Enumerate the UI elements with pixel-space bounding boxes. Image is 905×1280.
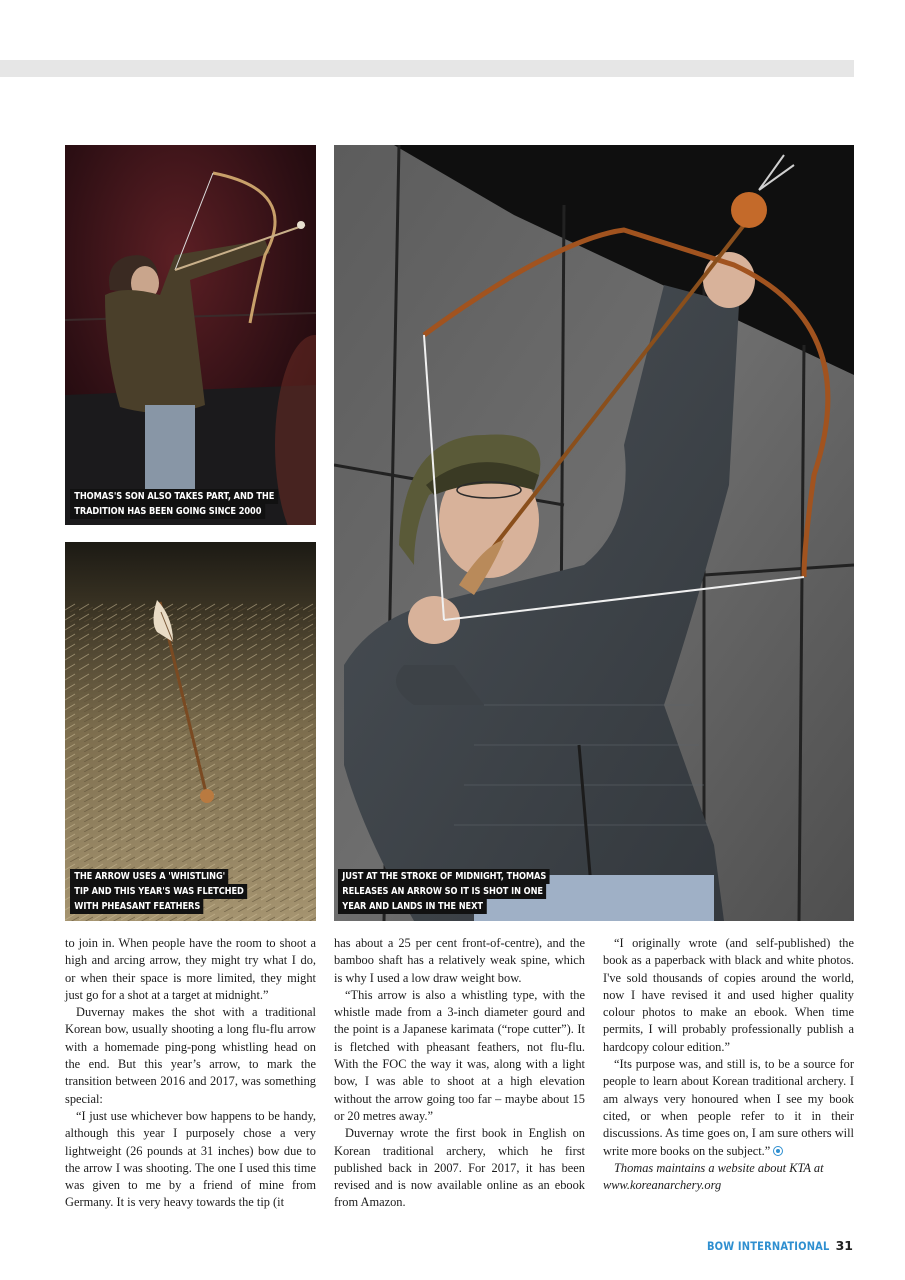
top-grey-bar <box>0 60 854 77</box>
paragraph: “This arrow is also a whistling type, with the whistle made from a 3-inch diameter gourd and the point is a Japanese karimata (“rope cutter”). It is fletched with pheasant feathers, not flu-flu. With the FOC the way it was, along with a light bow, I was able to shoot at a high elevation without the arrow going too far – maybe about 15 or 20 metres away.” <box>334 987 585 1123</box>
paragraph: Duvernay wrote the first book in English on Korean traditional archery, which he first published back in 2007. For 2017, it has been revised and is now available online as an ebook from Amazon. <box>334 1126 585 1210</box>
article-column-2 <box>334 935 585 1212</box>
target-end-icon <box>773 1146 783 1156</box>
page-number: 31 <box>835 1238 853 1253</box>
caption-line: JUST AT THE STROKE OF MIDNIGHT, THOMAS <box>338 869 550 884</box>
photo-caption-son <box>70 489 278 519</box>
paragraph: to join in. When people have the room to shoot a high and arcing arrow, they might try what I do, or when their space is more limited, they might just go for a shot at a target at midnight.” <box>65 936 316 1002</box>
article-column-1 <box>65 935 316 1212</box>
caption-line: WITH PHEASANT FEATHERS <box>70 899 204 914</box>
caption-line: TRADITION HAS BEEN GOING SINCE 2000 <box>70 504 265 519</box>
paragraph: has about a 25 per cent front-of-centre), and the bamboo shaft has a relatively weak spine, which is why I used a low draw weight bow. <box>334 936 585 985</box>
article-column-3 <box>603 935 854 1194</box>
photo-caption-thomas <box>338 869 550 914</box>
page-folio <box>687 1238 853 1253</box>
photo-caption-arrow <box>70 869 247 914</box>
caption-line: YEAR AND LANDS IN THE NEXT <box>338 899 486 914</box>
magazine-name: BOW INTERNATIONAL <box>707 1239 830 1253</box>
photo-son-shooting-bow <box>65 145 316 525</box>
paragraph: “I originally wrote (and self-published) the book as a paperback with black and white photos. I've sold thousands of copies around the world, now I have revised it and used higher quality colour photos to make an ebook. When time permits, I will probably professionally publish a hardcopy colour edition.” <box>603 936 854 1054</box>
caption-line: TIP AND THIS YEAR'S WAS FLETCHED <box>70 884 247 899</box>
paragraph: “I just use whichever bow happens to be handy, although this year I purposely chose a very lightweight (26 pounds at 31 inches) bow due to the arrow I was shooting. The one I used this time was given to me by a friend of mine from Germany. It is very heavy towards the tip (it <box>65 1108 316 1210</box>
signoff: Thomas maintains a website about KTA at www.koreanarchery.org <box>603 1160 824 1193</box>
caption-line: RELEASES AN ARROW SO IT IS SHOT IN ONE <box>338 884 546 899</box>
paragraph: Duvernay makes the shot with a traditional Korean bow, usually shooting a long flu-flu arrow with a homemade ping-pong whistling head on the end. But this year’s arrow, to mark the transition between 2016 and 2017, was something special: <box>65 1005 316 1106</box>
paragraph-text: “Its purpose was, and still is, to be a source for people to learn about Korean traditional archery. I am always very honoured when I see my book cited, or when people refer to it in their discussions. As time goes on, I am sure others will write more books on the subject.” <box>603 1057 854 1158</box>
paragraph-final <box>603 1056 854 1160</box>
photo-thomas-drawing-bow <box>334 145 854 921</box>
caption-line: THOMAS'S SON ALSO TAKES PART, AND THE <box>70 489 278 504</box>
caption-line: THE ARROW USES A 'WHISTLING' <box>70 869 229 884</box>
photo-arrow-in-grass <box>65 542 316 921</box>
